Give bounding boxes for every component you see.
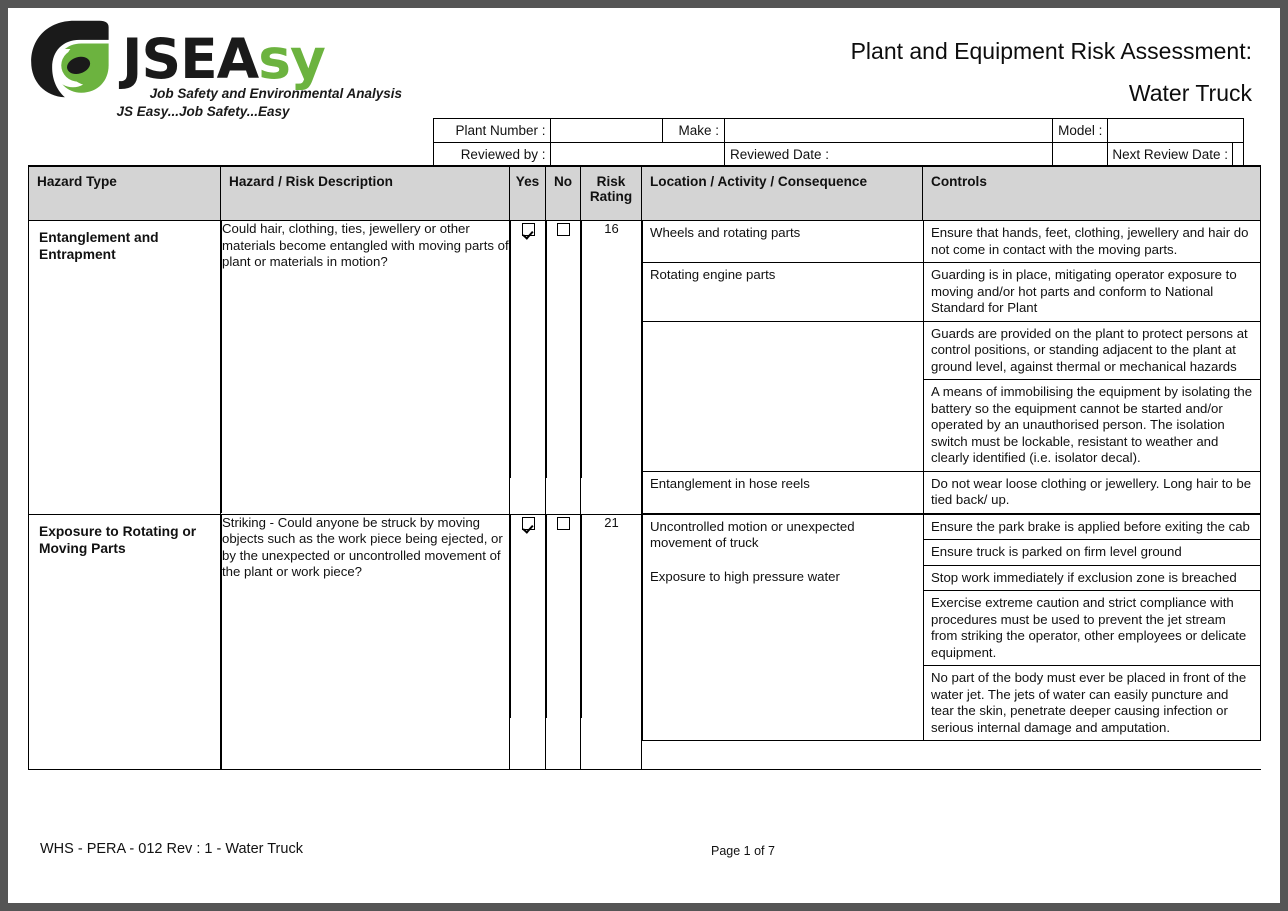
yes-stack: [510, 221, 545, 478]
control-text: Guarding is in place, mitigating operator exposure to moving and/or hot parts and conform to National Standard for Plant: [924, 263, 1261, 322]
risk-rating-line-1: Risk: [596, 174, 626, 189]
column-header-hazard-type: Hazard Type: [29, 166, 221, 221]
yes-rule-stub: [511, 564, 546, 598]
title-line-1: Plant and Equipment Risk Assessment:: [850, 38, 1252, 64]
description-stack: [221, 221, 509, 513]
document-title: [612, 34, 1252, 110]
control-text: Do not wear loose clothing or jewellery. Long hair to be tied back/ up.: [924, 471, 1261, 513]
location-text: [643, 380, 924, 472]
no-checkbox-cell[interactable]: [547, 515, 581, 530]
logo-tagline-secondary: JS Easy...Job Safety...Easy: [116, 104, 290, 119]
description-rule-stub: [222, 615, 510, 649]
next-review-date-cell: [1108, 143, 1244, 168]
title-line-2: Water Truck: [1128, 80, 1252, 106]
description-rule-stub: [222, 305, 510, 339]
control-row: [643, 263, 1261, 322]
no-rule-stub: [547, 530, 581, 564]
location-text: Uncontrolled motion or unexpected movement of truck: [643, 515, 924, 566]
control-text: Guards are provided on the plant to protect persons at control positions, or standing adjacent to the plant at ground level, against thermal or mechanical hazards: [924, 321, 1261, 380]
logo-word-green: sy: [258, 27, 325, 91]
location-text: Entanglement in hose reels: [643, 471, 924, 513]
rating-rule-stub: [582, 530, 642, 564]
meta-row-1: [434, 119, 1244, 143]
control-text: Ensure the park brake is applied before exiting the cab: [924, 515, 1261, 540]
rating-rule-stub: [582, 270, 642, 304]
hazard-section: [29, 221, 1261, 515]
risk-rating-column-cell: [581, 514, 642, 769]
yes-rule-stub: [511, 598, 546, 718]
location-text: Exposure to high pressure water: [643, 565, 924, 591]
location-controls-cell: [642, 221, 1261, 515]
no-checkbox[interactable]: [557, 517, 570, 530]
control-text: Stop work immediately if exclusion zone is breached: [924, 565, 1261, 591]
reviewed-date-label: Reviewed Date :: [724, 143, 1052, 168]
rating-rule-stub: [582, 338, 642, 478]
yes-stack: [510, 515, 545, 718]
description-rule-stub: [222, 373, 510, 513]
control-row: [643, 321, 1261, 380]
rating-rule-stub: [582, 304, 642, 338]
column-header-location: Location / Activity / Consequence: [642, 166, 923, 221]
hazard-description-text: Could hair, clothing, ties, jewellery or other materials become entangled with moving parts of plant or materials in motion?: [222, 221, 509, 269]
control-text: Ensure truck is parked on firm level ground: [924, 540, 1261, 566]
control-text: No part of the body must ever be placed in front of the water jet. The jets of water can easily puncture and tear the skin, penetrate deeper causing infection or serious internal damage and amputation.: [924, 666, 1261, 741]
plant-details-table: [433, 118, 1244, 168]
plant-number-label: Plant Number :: [434, 119, 551, 143]
model-label: Model :: [1053, 119, 1108, 143]
description-rule-stub: [222, 649, 510, 769]
control-row: [643, 591, 1261, 666]
yes-rule-stub: [511, 304, 546, 338]
hazard-description-text: Striking - Could anyone be struck by moving objects such as the work piece being ejected, or by the unexpected or uncontrolled movement of the plant or work piece?: [222, 515, 510, 581]
yes-checkbox[interactable]: [522, 517, 535, 530]
control-row: [643, 666, 1261, 741]
rating-rule-stub: [582, 598, 642, 718]
document-footer: [28, 836, 1260, 876]
model-field[interactable]: [1108, 119, 1244, 143]
no-rule-stub: [547, 598, 581, 718]
no-rule-stub: [547, 338, 581, 478]
hazard-description-cell: [221, 514, 510, 769]
location-text: [643, 591, 924, 666]
location-controls-cell: [642, 514, 1261, 769]
yes-rule-stub: [511, 338, 546, 478]
yes-checkbox[interactable]: [522, 223, 535, 236]
no-checkbox[interactable]: [557, 223, 570, 236]
control-row: [643, 471, 1261, 513]
no-column-cell: [546, 514, 581, 769]
location-text: Rotating engine parts: [643, 263, 924, 322]
no-rule-stub: [547, 304, 581, 338]
yes-column-cell: [510, 514, 546, 769]
yes-column-cell: [510, 221, 546, 515]
description-stack: [221, 515, 509, 769]
table-header-row: [29, 166, 1261, 221]
rating-rule-stub: [582, 564, 642, 598]
risk-rating-value: 21: [582, 515, 642, 530]
logo-wordmark: [122, 27, 325, 91]
no-stack: [546, 515, 580, 718]
next-review-date-field[interactable]: [1232, 143, 1243, 167]
column-header-no: No: [546, 166, 581, 221]
control-text: A means of immobilising the equipment by isolating the battery so the equipment cannot be started and/or operated by an unauthorised person. The isolation switch must be lockable, resistant to weather and clearly identified (i.e. isolator decal).: [924, 380, 1261, 472]
document-header: [8, 8, 1280, 165]
column-header-hazard-description: Hazard / Risk Description: [221, 166, 510, 221]
rating-rule-stub: [582, 236, 642, 270]
reviewed-date-field[interactable]: [1053, 143, 1108, 168]
location-text: Wheels and rotating parts: [643, 221, 924, 263]
footer-document-reference: WHS - PERA - 012 Rev : 1 - Water Truck: [40, 841, 303, 857]
yes-rule-stub: [511, 530, 546, 564]
column-header-controls: Controls: [923, 166, 1261, 221]
description-rule-stub: [222, 581, 510, 615]
make-label: Make :: [663, 119, 725, 143]
yes-rule-stub: [511, 236, 546, 270]
jseasy-leaf-eye-icon: [28, 18, 120, 100]
control-row: [643, 515, 1261, 540]
table-body: [29, 221, 1261, 770]
control-row: [643, 380, 1261, 472]
brand-logo: [28, 18, 408, 119]
description-rule-stub: [222, 339, 510, 373]
control-row: [643, 565, 1261, 591]
logo-word-black: JSEA: [122, 27, 259, 91]
risk-rating-value: 16: [582, 221, 642, 236]
document-page: [8, 8, 1280, 903]
hazard-description-cell: [221, 221, 510, 515]
rating-stack: [581, 221, 641, 478]
description-rule-stub: [222, 271, 510, 305]
location-text: [643, 321, 924, 380]
next-review-date-label: Next Review Date :: [1112, 147, 1228, 162]
reviewed-by-field[interactable]: [551, 143, 725, 168]
control-text: Ensure that hands, feet, clothing, jewellery and hair do not come in contact with the moving parts.: [924, 221, 1261, 263]
footer-page-number: Page 1 of 7: [711, 844, 775, 858]
logo-tagline-primary: Job Safety and Environmental Analysis: [149, 86, 402, 101]
yes-checkbox-cell[interactable]: [511, 221, 546, 236]
column-header-risk-rating: [581, 166, 642, 221]
plant-number-field[interactable]: [551, 119, 663, 143]
location-controls-grid: [642, 515, 1261, 742]
control-row: [643, 221, 1261, 263]
yes-rule-stub: [511, 270, 546, 304]
risk-rating-column-cell: [581, 221, 642, 515]
no-rule-stub: [547, 564, 581, 598]
hazard-type-label: Entanglement and Entrapment: [39, 230, 159, 262]
meta-row-2: [434, 143, 1244, 168]
no-rule-stub: [547, 270, 581, 304]
reviewed-by-label: Reviewed by :: [434, 143, 551, 168]
risk-rating-line-2: Rating: [589, 189, 633, 204]
rating-stack: [581, 515, 641, 718]
no-checkbox-cell[interactable]: [547, 221, 581, 236]
hazard-type-cell: [29, 221, 221, 515]
risk-assessment-table: [28, 165, 1261, 770]
no-rule-stub: [547, 236, 581, 270]
no-column-cell: [546, 221, 581, 515]
hazard-type-cell: [29, 514, 221, 769]
no-stack: [546, 221, 580, 478]
column-header-yes: Yes: [510, 166, 546, 221]
location-controls-grid: [642, 221, 1261, 514]
table-header: [29, 166, 1261, 221]
hazard-type-label: Exposure to Rotating or Moving Parts: [39, 523, 197, 556]
make-field[interactable]: [724, 119, 1052, 143]
hazard-section: [29, 514, 1261, 769]
yes-checkbox-cell[interactable]: [511, 515, 546, 530]
location-text: [643, 666, 924, 741]
control-text: Exercise extreme caution and strict compliance with procedures must be used to prevent the jet stream from striking the operator, other employees or delicate equipment.: [924, 591, 1261, 666]
